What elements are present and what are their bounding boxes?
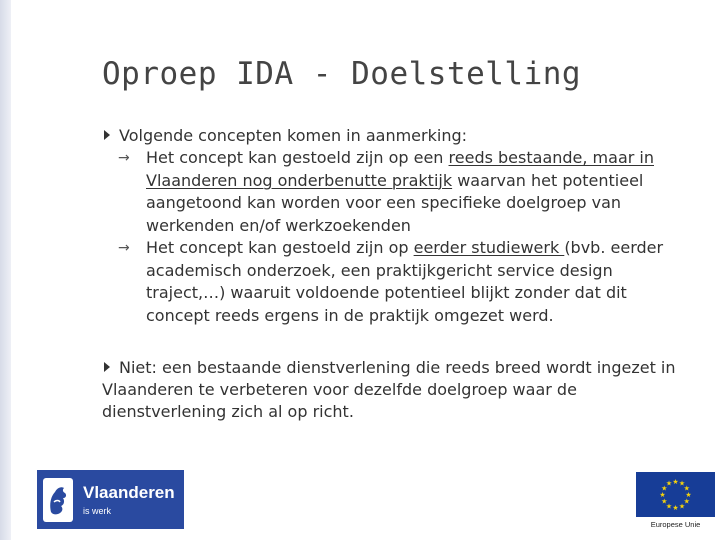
eu-star-icon: ★: [665, 479, 673, 488]
bullet-1: [102, 125, 692, 147]
subbullet-2-before: Het concept kan gestoeld zijn op: [146, 238, 414, 257]
eu-star-icon: ★: [685, 491, 692, 499]
eu-star-icon: ★: [659, 491, 666, 499]
bullet-2-text: Niet: een bestaande dienstverlening die reeds breed wordt ingezet in Vlaanderen te verbeteren voor dezelfde doelgroep waar de dienstverlening zich al op richt.: [102, 358, 676, 421]
eu-flag: [636, 472, 715, 517]
eu-star-icon: ★: [678, 479, 686, 488]
arrow-right-icon: →: [118, 240, 130, 256]
bullet-1-text: Volgende concepten komen in aanmerking:: [119, 126, 467, 145]
subbullet-2-after: (bvb. eerder academisch onderzoek, een praktijkgericht service design traject,…) waaruit voldoende potentieel blijkt zonder dat dit concept reeds ergens in de praktijk omgezet werd.: [146, 238, 664, 325]
eu-caption: Europese Unie: [650, 520, 701, 529]
vlaanderen-tagline: is werk: [83, 506, 112, 516]
subbullet-2: [102, 237, 692, 327]
slide-content: [102, 125, 692, 423]
subbullet-1-before: Het concept kan gestoeld zijn op een: [146, 148, 449, 167]
eu-star-icon: ★: [661, 484, 668, 493]
eu-star-icon: ★: [672, 478, 679, 486]
eu-star-icon: ★: [661, 497, 668, 506]
eu-star-icon: ★: [665, 502, 673, 511]
bullet-2: [102, 357, 692, 423]
subbullet-1: [102, 147, 692, 237]
lion-icon: [43, 478, 73, 522]
eu-star-icon: ★: [683, 484, 690, 493]
arrow-right-icon: →: [118, 150, 130, 166]
slide-title: Oproep IDA - Doelstelling: [102, 56, 582, 92]
subbullet-2-underlined: eerder studiewerk: [413, 238, 565, 257]
triangle-right-icon: [104, 130, 110, 140]
eu-stars-icon: [636, 472, 715, 517]
vlaanderen-wordmark: Vlaanderen: [83, 483, 175, 502]
triangle-right-icon: [104, 362, 110, 372]
subbullet-1-underlined: reeds bestaande, maar in Vlaanderen nog onderbenutte praktijk: [146, 148, 654, 190]
subbullet-1-after: waarvan het potentieel aangetoond kan worden voor een specifieke doelgroep van werkenden en/of werkzoekenden: [146, 170, 644, 235]
eu-star-icon: ★: [672, 504, 679, 512]
left-decorative-strip: [0, 0, 11, 540]
vlaanderen-logo: [37, 470, 184, 529]
eu-star-icon: ★: [683, 497, 690, 506]
eu-star-icon: ★: [678, 502, 686, 511]
